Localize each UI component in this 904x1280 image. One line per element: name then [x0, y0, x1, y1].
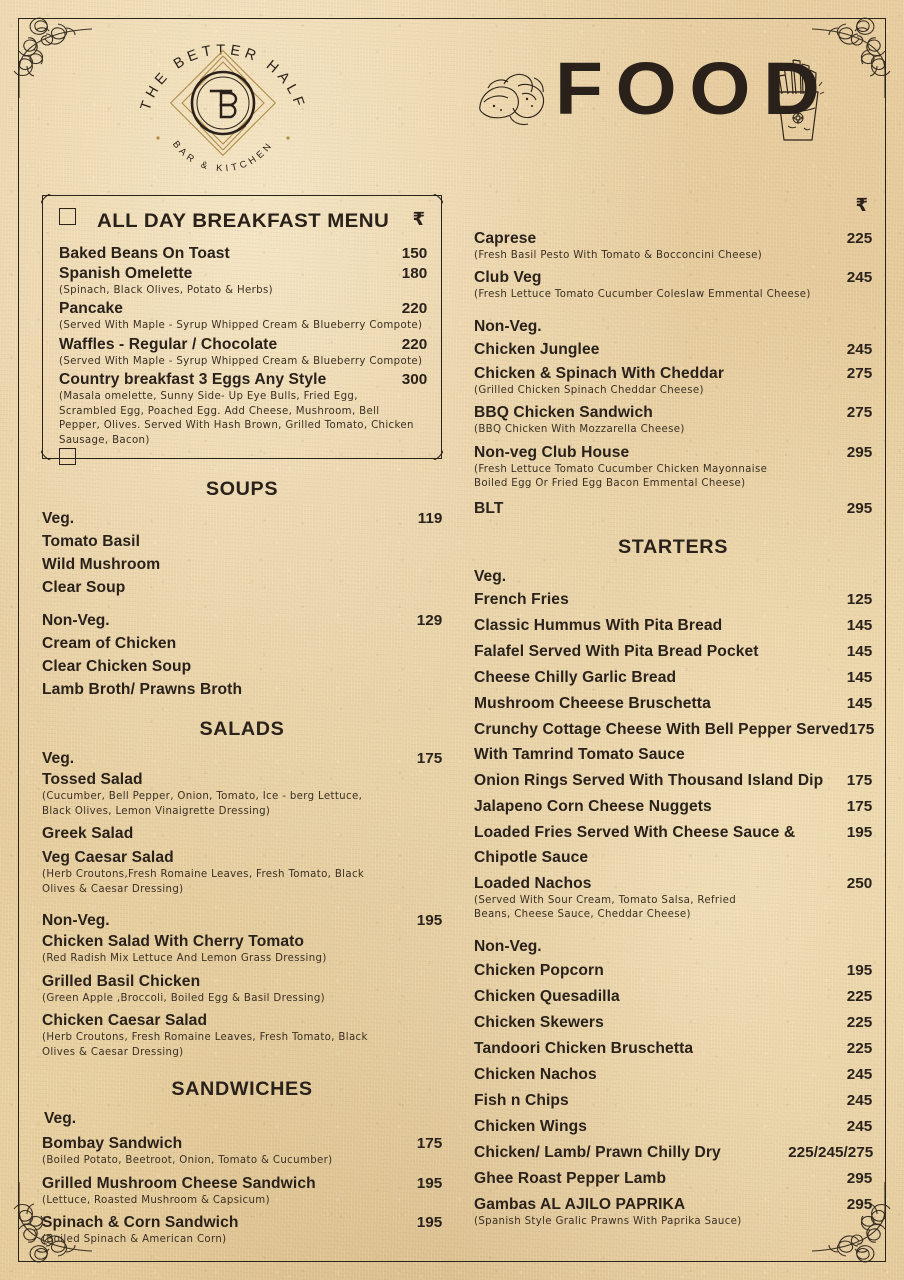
menu-item	[42, 849, 442, 897]
breakfast-panel	[42, 195, 442, 459]
item-description: (Served With Maple - Syrup Whipped Cream & Blueberry Compote)	[59, 320, 423, 332]
rupee-icon: ₹	[855, 195, 868, 216]
menu-item	[474, 444, 872, 492]
item-name: Greek Salad	[42, 825, 134, 843]
menu-item	[474, 643, 872, 661]
item-description: (Served With Sour Cream, Tomato Salsa, Refried Beans, Cheese Sauce, Cheddar Cheese)	[474, 894, 737, 921]
salads-veg-header	[42, 750, 442, 768]
nonveg-label: Non-Veg.	[42, 912, 110, 930]
item-name: Country breakfast 3 Eggs Any Style	[59, 371, 327, 389]
item-name: Falafel Served With Pita Bread Pocket	[474, 642, 759, 660]
item-price: 250	[846, 874, 873, 892]
veg-label: Veg.	[42, 750, 75, 768]
menu-item	[474, 230, 872, 263]
item-name: Club Veg	[474, 269, 542, 287]
item-price: 220	[401, 300, 428, 318]
item-description: (Green Apple ,Broccoli, Boiled Egg & Basil Dressing)	[42, 992, 326, 1004]
item-description: (Spinach, Black Olives, Potato & Herbs)	[59, 285, 273, 296]
menu-item	[59, 300, 427, 333]
item-name: Bombay Sandwich	[42, 1135, 183, 1153]
item-price: 175	[846, 797, 873, 815]
item-name: Chicken Quesadilla	[474, 987, 620, 1005]
item-name: Chicken Skewers	[474, 1013, 604, 1031]
menu-item	[474, 365, 872, 398]
item-description: (Boiled Potato, Beetroot, Onion, Tomato & Cucumber)	[42, 1155, 333, 1167]
item-name: Chicken Popcorn	[474, 961, 604, 979]
menu-item	[474, 404, 872, 437]
menu-item	[474, 1040, 872, 1058]
item-description: (Fresh Lettuce Tomato Cucumber Chicken Mayonnaise Boiled Egg Or Fried Egg Bacon Emmental Cheese)	[474, 463, 768, 490]
menu-item	[474, 1092, 872, 1110]
item-price: 245	[846, 340, 873, 358]
item-name: Spanish Omelette	[59, 265, 193, 282]
item-name: Gambas AL AJILO PAPRIKA	[474, 1195, 686, 1213]
item-price: 195	[846, 961, 873, 979]
item-name: Lamb Broth/ Prawns Broth	[42, 681, 243, 699]
breakfast-header	[59, 210, 427, 233]
item-price: 295	[846, 1169, 873, 1187]
item-description: (Herb Croutons,Fresh Romaine Leaves, Fresh Tomato, Black Olives & Caesar Dressing)	[42, 869, 365, 895]
section-title-starters: STARTERS	[617, 536, 729, 558]
brand-logo	[128, 26, 318, 181]
item-name: Grilled Basil Chicken	[42, 972, 201, 990]
menu-item	[59, 245, 427, 263]
item-name: Ghee Roast Pepper Lamb	[474, 1169, 667, 1187]
menu-item	[59, 371, 427, 448]
menu-item	[474, 772, 872, 790]
menu-item	[474, 269, 872, 302]
menu-item	[474, 617, 872, 635]
item-price: 145	[846, 668, 873, 686]
item-price: 175	[416, 1135, 443, 1153]
menu-item	[474, 669, 872, 687]
nonveg-label: Non-Veg.	[42, 612, 110, 630]
veg-label: Veg.	[42, 510, 75, 528]
item-name: Chicken Nachos	[474, 1065, 597, 1083]
menu-item	[474, 798, 872, 816]
item-price: 275	[846, 404, 873, 422]
menu-item	[474, 1066, 872, 1084]
menu-item	[42, 1012, 442, 1060]
item-name: Loaded Nachos	[474, 874, 592, 892]
veg-price: 175	[416, 750, 443, 768]
item-price: 145	[846, 616, 873, 634]
menu-item	[474, 875, 872, 893]
item-price: 225	[846, 230, 873, 247]
item-price: 295	[846, 443, 873, 461]
item-name: Tandoori Chicken Bruschetta	[474, 1039, 694, 1057]
item-name: Cheese Chilly Garlic Bread	[474, 668, 677, 686]
menu-item	[474, 988, 872, 1006]
section-title-sandwiches: SANDWICHES	[171, 1079, 313, 1101]
item-price: 145	[846, 694, 873, 712]
item-price: 245	[846, 269, 873, 287]
item-name: Tomato Basil	[42, 533, 141, 551]
item-name: Classic Hummus With Pita Bread	[474, 616, 723, 634]
item-price: 125	[846, 590, 873, 608]
item-name: Clear Chicken Soup	[42, 658, 192, 676]
item-description: (Boiled Spinach & American Corn)	[42, 1234, 227, 1246]
item-price: 175	[849, 720, 875, 738]
menu-item	[42, 973, 442, 1006]
item-name: Veg Caesar Salad	[42, 849, 174, 867]
item-name: Chicken Wings	[474, 1117, 588, 1135]
menu-item	[42, 771, 442, 819]
item-price: 225	[846, 1039, 873, 1057]
nonveg-label: Non-Veg.	[474, 937, 542, 955]
menu-item	[474, 1196, 872, 1214]
item-price: 195	[846, 823, 873, 841]
item-price: 180	[401, 265, 428, 282]
salads-nonveg-header	[42, 912, 442, 930]
currency-header	[474, 195, 872, 216]
item-name: Mushroom Cheeese Bruschetta	[474, 694, 711, 712]
item-name: Clear Soup	[42, 579, 126, 597]
item-price: 195	[416, 1174, 443, 1192]
item-name: Cream of Chicken	[42, 635, 177, 653]
menu-header	[0, 0, 904, 185]
menu-item	[474, 341, 872, 359]
item-price: 245	[846, 1091, 873, 1109]
item-name: Grilled Mushroom Cheese Sandwich	[42, 1174, 316, 1192]
menu-item	[474, 1118, 872, 1136]
menu-item	[42, 1135, 442, 1168]
menu-item	[474, 720, 875, 739]
item-name: Crunchy Cottage Cheese With Bell Pepper Served	[474, 720, 849, 738]
item-price: 245	[846, 1065, 873, 1083]
item-price: 275	[846, 364, 873, 382]
item-name: Non-veg Club House	[474, 443, 630, 461]
menu-item	[474, 591, 872, 609]
item-price: 145	[846, 642, 873, 660]
item-name: Spinach & Corn Sandwich	[42, 1214, 239, 1232]
item-price: 295	[846, 499, 873, 517]
item-name: Baked Beans On Toast	[59, 245, 230, 262]
item-name: French Fries	[474, 590, 569, 608]
menu-item	[474, 1144, 872, 1162]
item-description: (Masala omelette, Sunny Side- Up Eye Bulls, Fried Egg, Scrambled Egg, Poached Egg. Add Cheese, Mushroom, Bell Pepper, Olives. Served With Hash Brown, Grilled Tomato, Chicken Sausage, Bacon)	[59, 391, 414, 446]
menu-item	[59, 265, 427, 298]
item-price: 295	[846, 1195, 873, 1213]
soups-nonveg-header	[42, 612, 442, 630]
item-name: Wild Mushroom	[42, 556, 161, 574]
veg-label: Veg.	[474, 567, 507, 585]
item-name: Chicken/ Lamb/ Prawn Chilly Dry	[474, 1143, 721, 1161]
item-price: 225	[846, 987, 873, 1005]
nonveg-price: 129	[416, 612, 443, 630]
item-name: Pancake	[59, 300, 124, 318]
soups-veg-header	[42, 510, 442, 528]
item-description: (Lettuce, Roasted Mushroom & Capsicum)	[42, 1194, 270, 1206]
item-name: Waffles - Regular / Chocolate	[59, 335, 278, 353]
item-name: Fish n Chips	[474, 1091, 569, 1109]
menu-item	[474, 500, 872, 518]
item-price: 175	[846, 771, 873, 789]
section-title-soups: SOUPS	[205, 479, 279, 501]
item-name: Caprese	[474, 230, 537, 247]
item-description: (Grilled Chicken Spinach Cheddar Cheese)	[474, 384, 704, 396]
svg-text:THE BETTER HALF: THE BETTER HALF	[137, 42, 309, 113]
item-price: 195	[416, 1214, 443, 1232]
section-title-salads: SALADS	[199, 719, 285, 741]
item-price: 245	[846, 1117, 873, 1135]
nonveg-label: Non-Veg.	[474, 317, 542, 335]
rupee-icon: ₹	[412, 209, 425, 230]
item-description: (Fresh Lettuce Tomato Cucumber Coleslaw Emmental Cheese)	[474, 289, 811, 301]
taco-icon	[474, 66, 554, 130]
nonveg-price: 195	[416, 912, 443, 930]
item-description: (Cucumber, Bell Pepper, Onion, Tomato, Ice - berg Lettuce, Black Olives, Lemon Vinaigrette Dressing)	[42, 791, 363, 817]
item-price: 225/245/275	[787, 1143, 873, 1161]
menu-item	[42, 933, 442, 966]
veg-price: 119	[417, 510, 443, 528]
menu-item	[474, 1170, 872, 1188]
item-name: Loaded Fries Served With Cheese Sauce &	[474, 823, 796, 841]
item-name: Jalapeno Corn Cheese Nuggets	[474, 797, 712, 815]
item-description: (Served With Maple - Syrup Whipped Cream & Blueberry Compote)	[59, 355, 423, 367]
menu-item	[474, 1014, 872, 1032]
item-name: Chicken Salad With Cherry Tomato	[42, 933, 305, 951]
menu-item	[474, 824, 872, 842]
item-name: BLT	[474, 499, 504, 517]
item-price: 225	[846, 1013, 873, 1031]
item-price: 150	[401, 245, 428, 262]
menu-item	[474, 695, 872, 713]
item-name-line2: Chipotle Sauce	[474, 848, 589, 866]
left-column	[42, 195, 442, 1254]
item-name: Chicken Caesar Salad	[42, 1012, 208, 1030]
veg-label: Veg.	[44, 1110, 77, 1128]
item-name: Chicken & Spinach With Cheddar	[474, 364, 724, 382]
page-title: FOOD	[555, 47, 833, 130]
menu-item	[59, 336, 427, 369]
menu-item	[42, 1214, 442, 1247]
item-price: 220	[401, 335, 428, 353]
menu-item	[474, 962, 872, 980]
breakfast-title: ALL DAY BREAKFAST MENU	[96, 210, 390, 232]
item-price: 300	[401, 371, 428, 389]
item-description: (Spanish Style Gralic Prawns With Paprika Sauce)	[474, 1215, 742, 1227]
item-name-line2: With Tamrind Tomato Sauce	[474, 745, 685, 763]
item-description: (BBQ Chicken With Mozzarella Cheese)	[474, 424, 685, 436]
svg-text:BAR & KITCHEN: BAR & KITCHEN	[170, 138, 277, 175]
item-description: (Red Radish Mix Lettuce And Lemon Grass Dressing)	[42, 953, 327, 965]
item-name: BBQ Chicken Sandwich	[474, 404, 653, 422]
menu-item	[42, 1175, 442, 1208]
item-name: Chicken Junglee	[474, 340, 600, 358]
item-description: (Fresh Basil Pesto With Tomato & Bocconcini Cheese)	[474, 250, 763, 261]
item-name: Onion Rings Served With Thousand Island Dip	[474, 771, 824, 789]
item-name: Tossed Salad	[42, 771, 143, 789]
item-description: (Herb Croutons, Fresh Romaine Leaves, Fresh Tomato, Black Olives & Caesar Dressing)	[42, 1032, 368, 1058]
right-column	[474, 195, 875, 1229]
